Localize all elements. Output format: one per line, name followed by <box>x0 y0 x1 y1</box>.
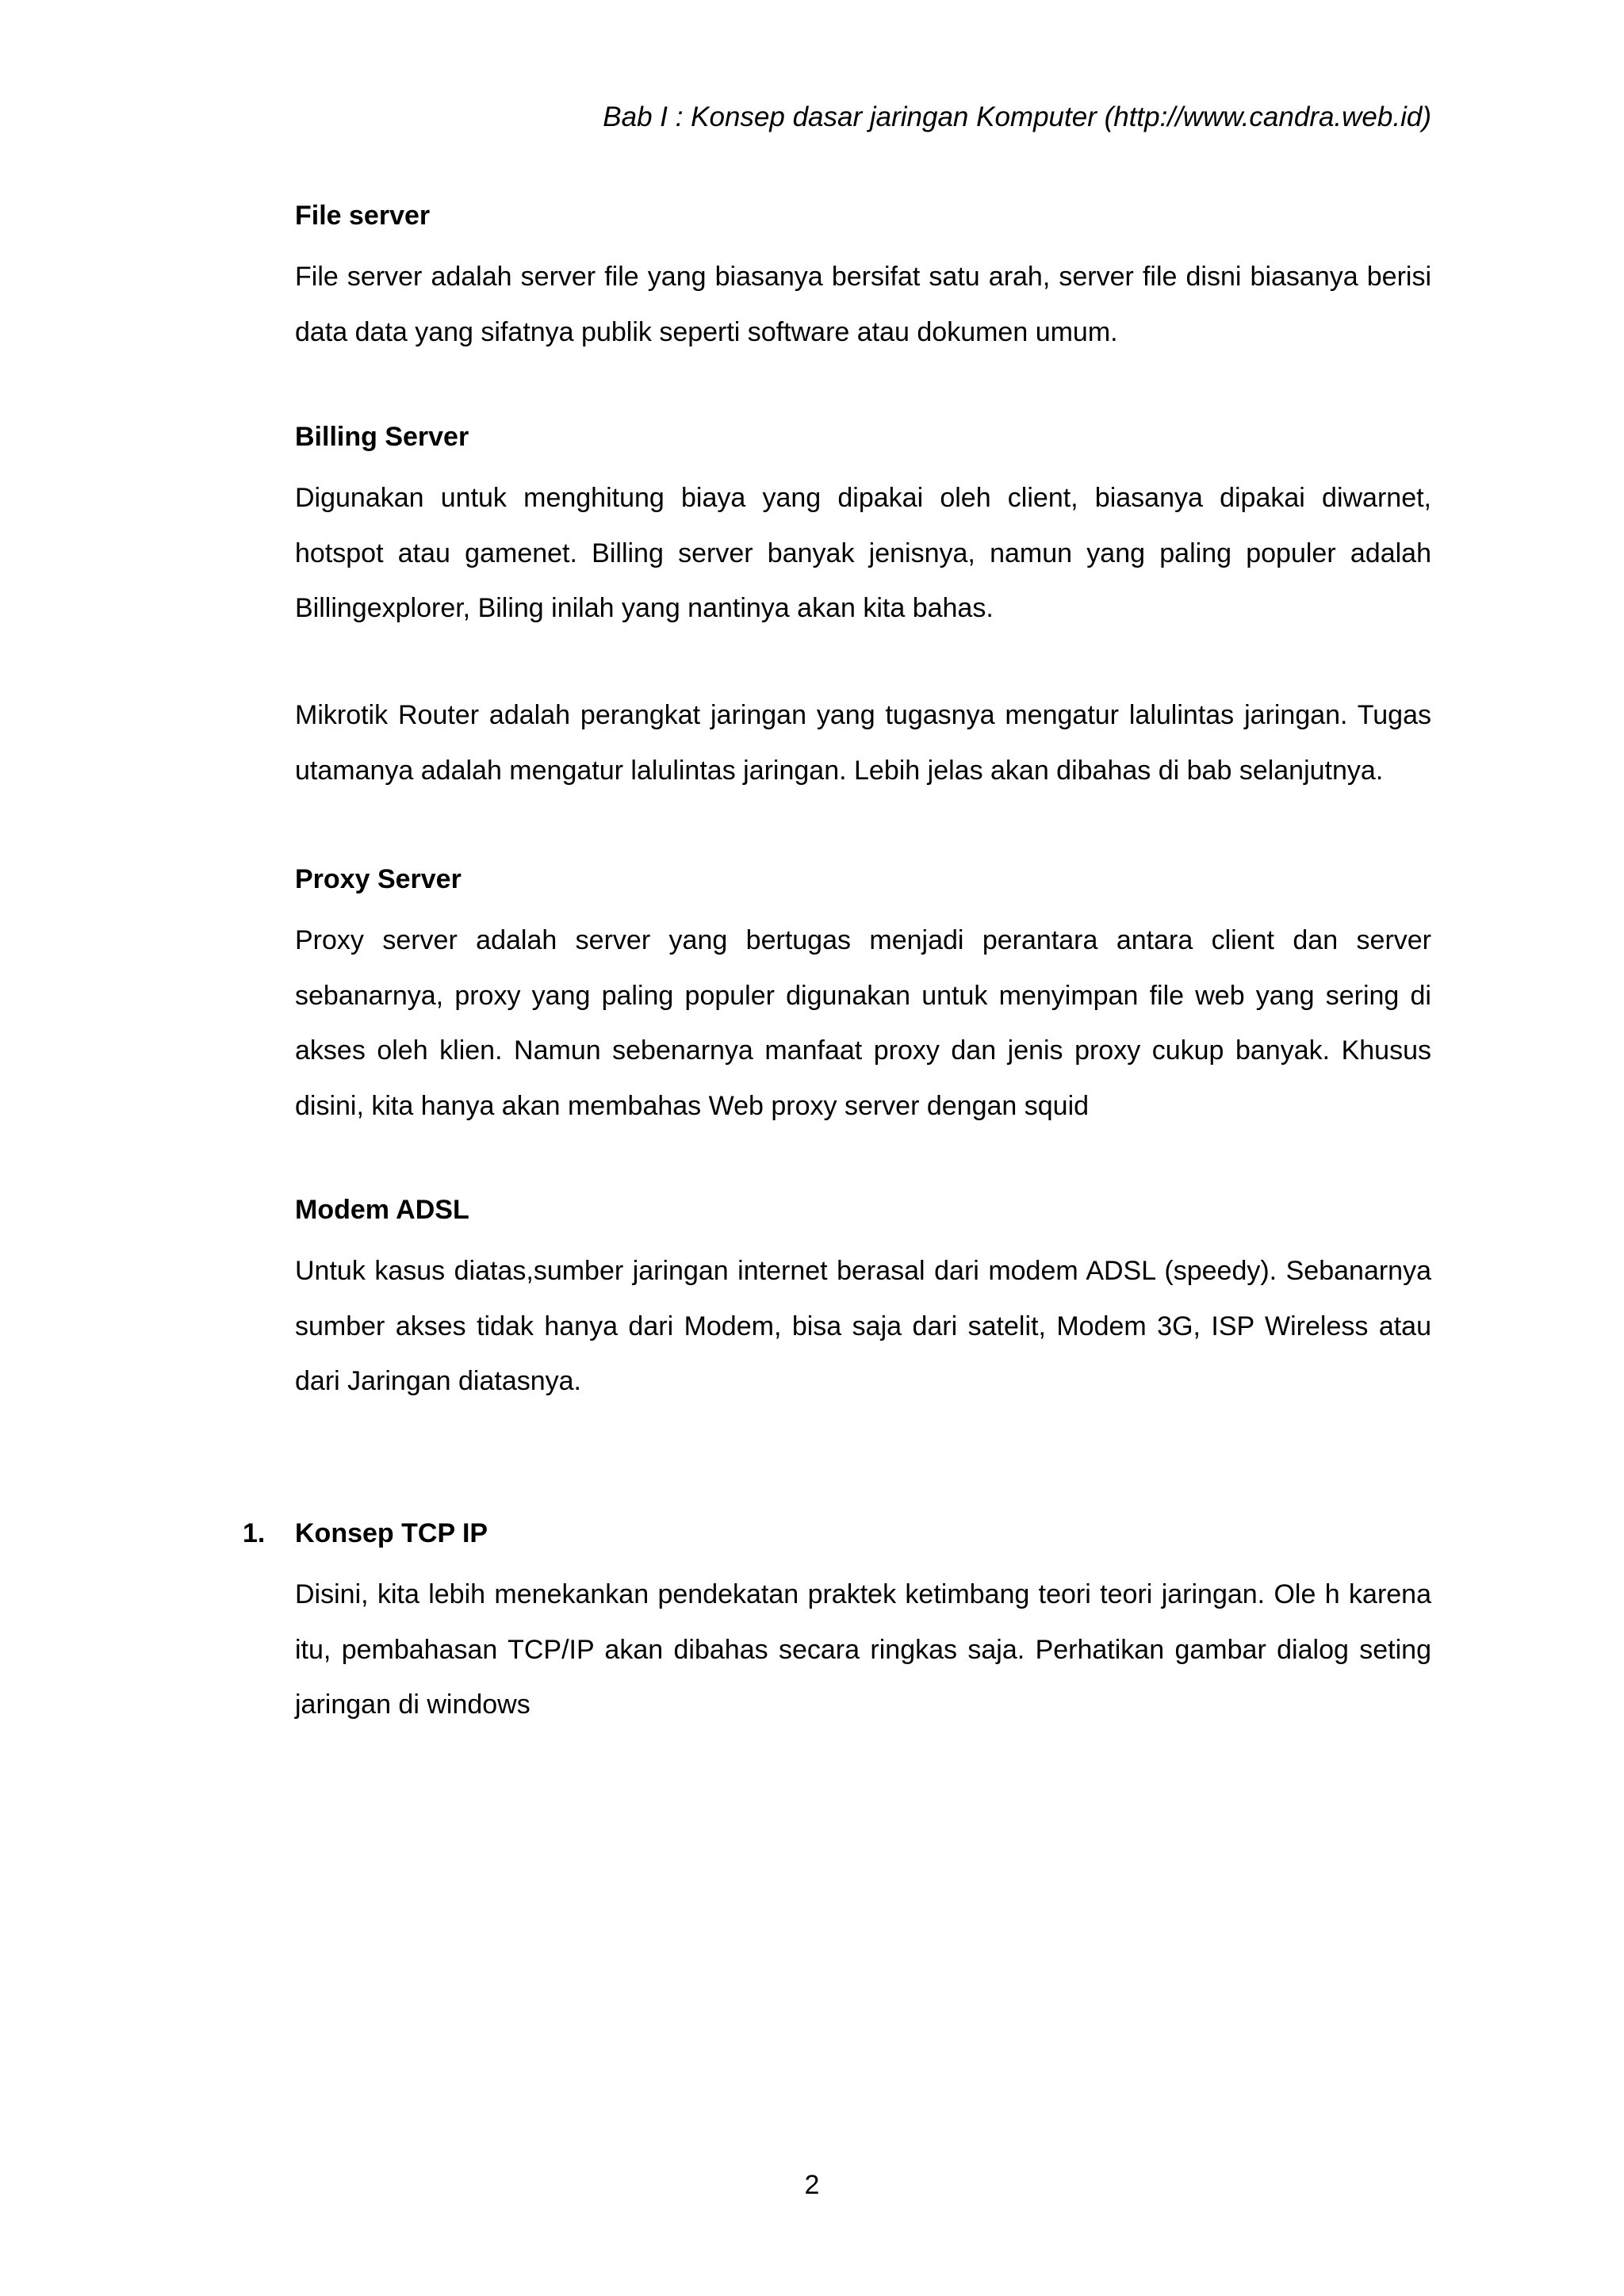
section-paragraph: Untuk kasus diatas,sumber jaringan internet berasal dari modem ADSL (speedy). Sebanarnya sumber akses tidak hanya dari Modem, bisa saja dari satelit, Modem 3G, ISP Wireless atau dari Jaringan diatasnya. <box>295 1256 1431 1396</box>
running-header: Bab I : Konsep dasar jaringan Komputer (http://www.candra.web.id) <box>603 101 1431 132</box>
section-paragraph: Mikrotik Router adalah perangkat jaringan yang tugasnya mengatur lalulintas jaringan. Tugas utamanya adalah mengatur lalulintas jaringan. Lebih jelas akan dibahas di bab selanjutnya. <box>295 700 1431 786</box>
section-paragraph: Disini, kita lebih menekankan pendekatan praktek ketimbang teori teori jaringan. Ole h karena itu, pembahasan TCP/IP akan dibahas secara ringkas saja. Perhatikan gambar dialog seting jaringan di windows <box>295 1579 1431 1720</box>
section-file-server <box>295 197 1431 360</box>
section-heading: File server <box>295 201 431 231</box>
section-billing-server <box>295 418 1431 637</box>
numbered-heading-tcp-ip <box>243 1514 488 1552</box>
section-modem-adsl <box>295 1191 1431 1410</box>
section-tcp-ip <box>295 1552 1431 1733</box>
list-number: 1. <box>243 1518 266 1548</box>
section-paragraph: File server adalah server file yang biasanya bersifat satu arah, server file disni biasanya berisi data data yang sifatnya publik seperti software atau dokumen umum. <box>295 262 1431 347</box>
section-heading: Proxy Server <box>295 864 462 894</box>
page-number: 2 <box>804 2170 820 2200</box>
section-heading: Modem ADSL <box>295 1195 469 1225</box>
section-heading: Billing Server <box>295 422 469 452</box>
section-paragraph: Digunakan untuk menghitung biaya yang dipakai oleh client, biasanya dipakai diwarnet, hotspot atau gamenet. Billing server banyak jenisnya, namun yang paling populer adalah Billingexplorer, Biling inilah yang nantinya akan kita bahas. <box>295 483 1431 623</box>
section-heading: Konsep TCP IP <box>295 1518 488 1548</box>
section-mikrotik <box>295 688 1431 798</box>
section-paragraph: Proxy server adalah server yang bertugas menjadi perantara antara client dan server sebanarnya, proxy yang paling populer digunakan untuk menyimpan file web yang sering di akses oleh klien. Namun sebenarnya manfaat proxy dan jenis proxy cukup banyak. Khusus disini, kita hanya akan membahas Web proxy server dengan squid <box>295 925 1431 1121</box>
section-proxy-server <box>295 860 1431 1134</box>
